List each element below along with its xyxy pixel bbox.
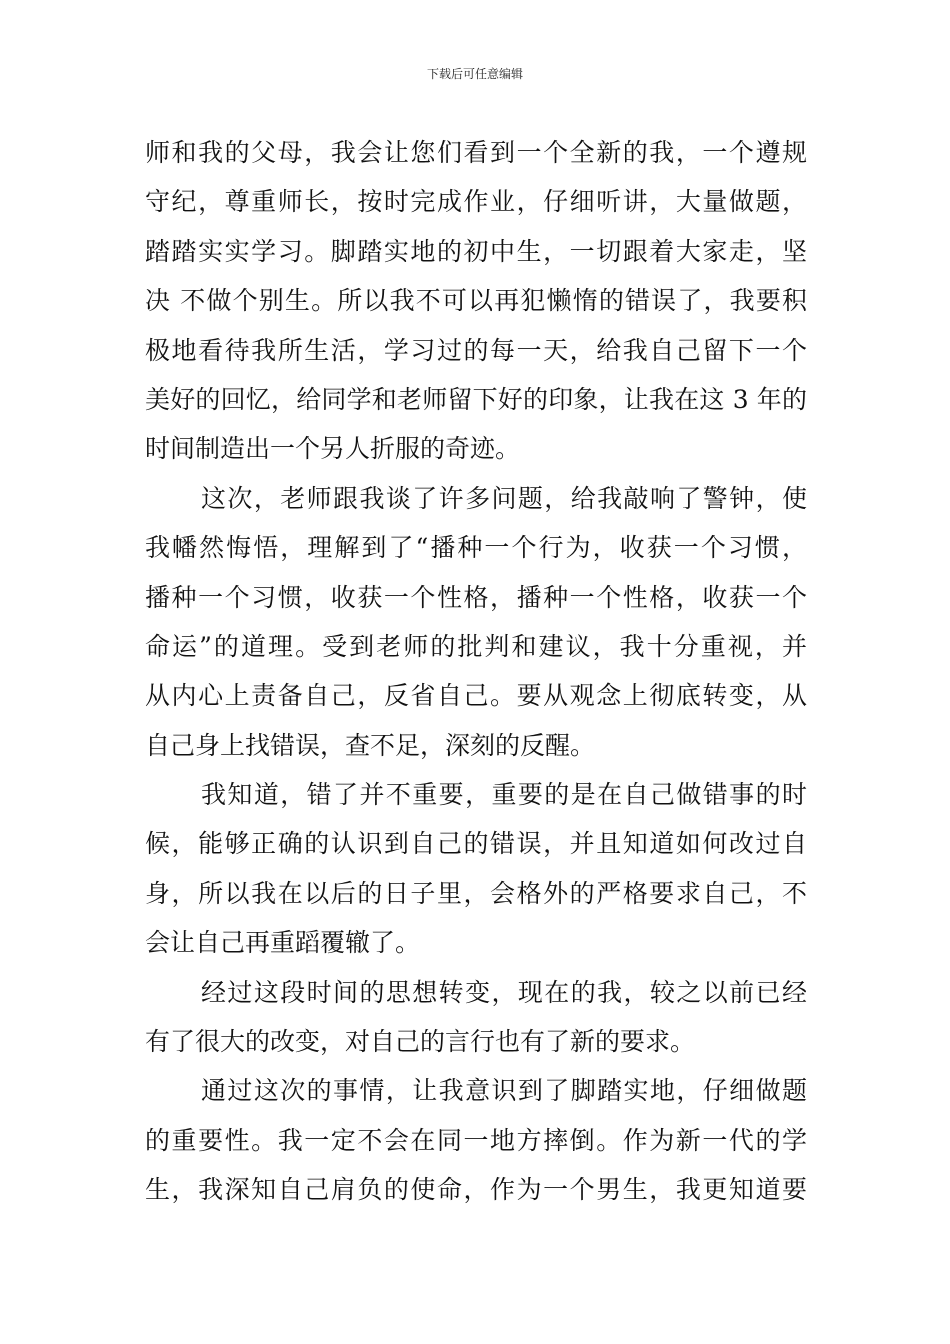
text-line: 的重要性。我一定不会在同一地方摔倒。作为新一代的学: [145, 1125, 807, 1155]
text-line: 踏踏实实学习。脚踏实地的初中生，一切跟着大家走，坚: [145, 236, 807, 266]
text-line: 自己身上找错误，查不足，深刻的反醒。: [145, 730, 596, 760]
text-line: 决 不做个别生。所以我不可以再犯懒惰的错误了，我要积: [145, 286, 807, 316]
text-line: 经过这段时间的思想转变，现在的我，较之以前已经: [201, 977, 807, 1007]
text-line: 师和我的父母，我会让您们看到一个全新的我，一个遵规: [145, 138, 807, 167]
text-line: 播种一个习惯，收获一个性格，播种一个性格，收获一个: [145, 582, 807, 612]
page-header: 下载后可任意编辑: [426, 67, 523, 81]
text-line: 从内心上责备自己，反省自己。要从观念上彻底转变，从: [145, 681, 807, 711]
text-line: 时间制造出一个另人折服的奇迹。: [145, 434, 521, 464]
text-line: 我幡然悔悟，理解到了“播种一个行为，收获一个习惯，: [145, 533, 807, 563]
text-line: 命运”的道理。受到老师的批判和建议，我十分重视，并: [145, 631, 807, 661]
text-line: 守纪，尊重师长，按时完成作业，仔细听讲，大量做题，: [145, 187, 807, 217]
text-line: 通过这次的事情，让我意识到了脚踏实地，仔细做题: [201, 1076, 807, 1106]
text-line: 有了很大的改变，对自己的言行也有了新的要求。: [145, 1027, 696, 1057]
text-line: 这次，老师跟我谈了许多问题，给我敲响了警钟，使: [201, 483, 807, 513]
text-line: 我知道，错了并不重要，重要的是在自己做错事的时: [201, 780, 807, 810]
text-line: 美好的回忆，给同学和老师留下好的印象，让我在这 3 年的: [145, 384, 807, 414]
document-body: [145, 128, 807, 1215]
text-line: 生，我深知自己肩负的使命，作为一个男生，我更知道要: [145, 1175, 807, 1205]
text-line: 候，能够正确的认识到自己的错误，并且知道如何改过自: [145, 829, 807, 859]
text-line: 会让自己再重蹈覆辙了。: [145, 928, 421, 958]
text-line: 身，所以我在以后的日子里，会格外的严格要求自己，不: [145, 878, 807, 908]
text-line: 极地看待我所生活，学习过的每一天，给我自己留下一个: [145, 335, 807, 365]
